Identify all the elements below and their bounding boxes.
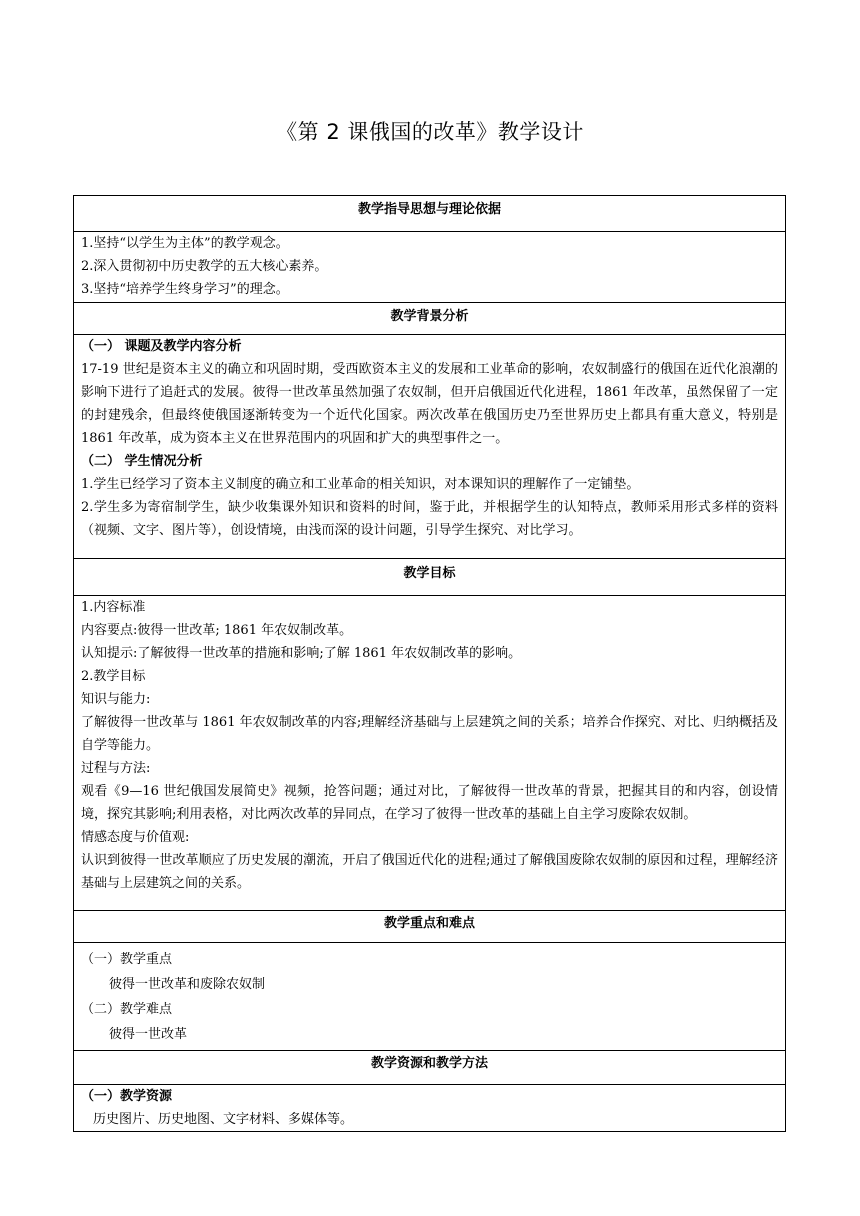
resources-text: 历史图片、历史地图、文字材料、多媒体等。 [93,1112,354,1127]
document-title: 《第 2 课俄国的改革》教学设计 [276,120,584,144]
objectives-key-points: 内容要点:彼得一世改革; 1861 年农奴制改革。 [81,623,353,638]
section-body-objectives [74,596,785,911]
section-body-guiding-thought [74,232,785,303]
section-body-background [74,335,785,559]
section-heading-guiding-thought: 教学指导思想与理论依据 [74,196,785,232]
lesson-plan-table [73,195,786,1132]
objectives-content-standard: 1.内容标准 [81,600,146,615]
students-paragraph-2: 2.学生多为寄宿制学生，缺少收集课外知识和资料的时间，鉴于此，并根据学生的认知特点，教师采用形式多样的资料（视频、文字、图片等），创设情境，由浅而深的设计问题，引导学生探究、对比学习。 [81,500,778,538]
background-subheading-content: （一） 课题及教学内容分析 [81,339,242,354]
section-heading-resources-methods: 教学资源和教学方法 [74,1051,785,1085]
objectives-knowledge-text: 了解彼得一世改革与 1861 年农奴制改革的内容;理解经济基础与上层建筑之间的关系；培养合作探究、对比、归纳概括及自学等能力。 [81,715,778,753]
objectives-emotion-label: 情感态度与价值观: [81,830,190,845]
background-subheading-students: （二） 学生情况分析 [81,454,203,469]
section-heading-objectives: 教学目标 [74,559,785,596]
key-points-label: （一）教学重点 [81,952,173,967]
guiding-line-1: 1.坚持“以学生为主体”的教学观念。 [81,236,289,251]
students-paragraph-1: 1.学生已经学习了资本主义制度的确立和工业革命的相关知识，对本课知识的理解作了一定铺垫。 [81,477,640,492]
objectives-process-label: 过程与方法: [81,761,151,776]
objectives-process-text: 观看《9—16 世纪俄国发展简史》视频，抢答问题；通过对比，了解彼得一世改革的背景，把握其目的和内容，创设情境，探究其影响;利用表格，对比两次改革的异同点，在学习了彼得一世改革的基础上自主学习废除农奴制。 [81,784,778,822]
objectives-cognitive-hints: 认知提示:了解彼得一世改革的措施和影响;了解 1861 年农奴制改革的影响。 [81,646,522,661]
difficult-points-label: （二）教学难点 [81,1002,173,1017]
objectives-knowledge-label: 知识与能力: [81,692,151,707]
objectives-emotion-text: 认识到彼得一世改革顺应了历史发展的潮流，开启了俄国近代化的进程;通过了解俄国废除农奴制的原因和过程，理解经济基础与上层建筑之间的关系。 [81,853,778,891]
section-heading-key-difficult: 教学重点和难点 [74,911,785,943]
key-points-text: 彼得一世改革和废除农奴制 [109,977,266,992]
difficult-points-text: 彼得一世改革 [109,1027,188,1042]
section-body-key-difficult [74,943,785,1051]
guiding-line-2: 2.深入贯彻初中历史教学的五大核心素养。 [81,259,328,274]
background-content-paragraph: 17-19 世纪是资本主义的确立和巩固时期，受西欧资本主义的发展和工业革命的影响，农奴制盛行的俄国在近代化浪潮的影响下进行了追赶式的发展。彼得一世改革虽然加强了农奴制，但开启俄国近代化进程，1861 年改革，虽然保留了一定的封建残余，但最终使俄国逐渐转变为一个近代化国家。两次改革在俄国历史乃至世界历史上都具有重大意义，特别是 1861 年改革，成为资本主义在世界范围内的巩固和扩大的典型事件之一。 [81,362,778,446]
section-heading-background: 教学背景分析 [74,303,785,335]
resources-subheading: （一）教学资源 [81,1089,173,1104]
guiding-line-3: 3.坚持“培养学生终身学习”的理念。 [81,282,289,297]
section-body-resources-methods [74,1085,785,1131]
objectives-teaching-goals: 2.教学目标 [81,669,146,684]
